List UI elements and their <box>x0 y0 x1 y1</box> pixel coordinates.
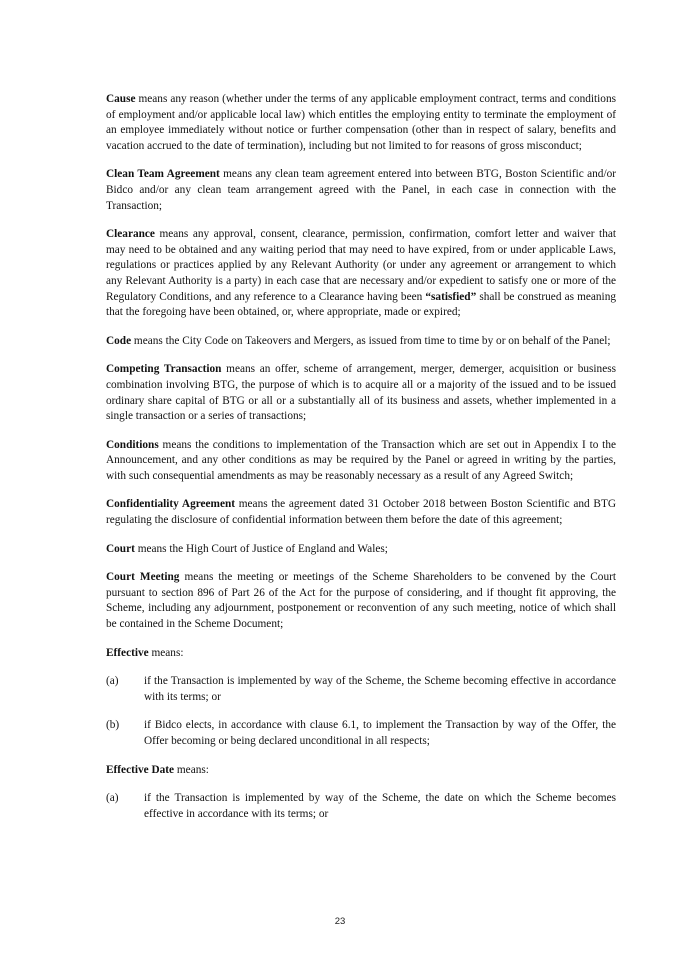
term-court-meeting: Court Meeting <box>106 571 180 584</box>
list-item-label: (a) <box>106 675 119 688</box>
term-competing-transaction: Competing Transaction <box>106 363 222 376</box>
list-item-label: (a) <box>106 792 119 805</box>
definition-effective-date <box>106 763 616 779</box>
definition-confidentiality-agreement <box>106 497 616 528</box>
term-cause: Cause <box>106 93 136 105</box>
definitions-section <box>106 92 616 835</box>
definition-effective <box>106 646 616 662</box>
definition-text: means: <box>174 763 209 776</box>
term-clearance: Clearance <box>106 228 155 241</box>
definition-text: shall be construed as meaning that the foregoing have been obtained, or, where appropriate, made or expired; <box>106 290 616 319</box>
term-confidentiality-agreement: Confidentiality Agreement <box>106 498 236 511</box>
term-code: Code <box>106 334 132 347</box>
definition-text: means any approval, consent, clearance, permission, confirmation, comfort letter and waiver that may need to be obtained and any waiting period that may need to have expired, from or under applicable Laws, regulations or practices applied by any Relevant Authority (or under any agreement or arrangement to which any Relevant Authority is a party) in each case that are necessary and/or expedient to satisfy one or more of the Regulatory Conditions, and any reference to a Clearance having been <box>106 228 616 303</box>
definition-text: means any reason (whether under the terms of any applicable employment contract, terms and conditions of employment and/or applicable local law) which entitles the employing entity to terminate the employment of an employee immediately without notice or further compensation (other than in respect of salary, benefits and vacation accrued to the date of termination), including but not limited to for reasons of gross misconduct; <box>106 93 616 152</box>
list-item <box>106 674 616 705</box>
definition-court <box>106 542 616 558</box>
term-court: Court <box>106 542 135 555</box>
quoted-term-satisfied: “satisfied” <box>425 290 477 303</box>
definition-clearance <box>106 227 616 321</box>
definition-conditions <box>106 438 616 485</box>
definition-court-meeting <box>106 570 616 632</box>
page-number: 23 <box>334 916 346 927</box>
list-item-label: (b) <box>106 719 120 732</box>
list-item-text: if Bidco elects, in accordance with clause 6.1, to implement the Transaction by way of the Offer, the Offer becoming or being declared unconditional in all respects; <box>144 719 616 747</box>
term-clean-team-agreement: Clean Team Agreement <box>106 168 220 181</box>
definition-text: means the City Code on Takeovers and Mergers, as issued from time to time by or on behalf of the Panel; <box>131 334 611 347</box>
definition-text: means the agreement dated 31 October 2018 between Boston Scientific and BTG regulating the disclosure of confidential information between them before the date of this agreement; <box>106 498 616 527</box>
list-item-text: if the Transaction is implemented by way of the Scheme, the date on which the Scheme becomes effective in accordance with its terms; or <box>144 792 616 820</box>
definition-cause <box>106 92 616 154</box>
list-item-text: if the Transaction is implemented by way of the Scheme, the Scheme becoming effective in accordance with its terms; or <box>144 675 616 703</box>
definition-text: means any clean team agreement entered into between BTG, Boston Scientific and/or Bidco and/or any clean team arrangement agreed with the Panel, in each case in connection with the Transaction; <box>106 168 616 212</box>
definition-text: means an offer, scheme of arrangement, merger, demerger, acquisition or business combination involving BTG, the purpose of which is to acquire all or a majority of the issued and to be issued ordinary share capital of BTG or all or a substantially all of its business and assets, whether implemented in a single transaction or a series of transactions; <box>106 363 616 423</box>
definition-text: means the High Court of Justice of England and Wales; <box>134 542 388 555</box>
definition-clean-team-agreement <box>106 167 616 214</box>
definition-text: means the conditions to implementation of the Transaction which are set out in Appendix I to the Announcement, and any other conditions as may be required by the Panel or agreed in writing by the parties, with such consequential amendments as may be reasonably necessary as a result of any Agreed Switch; <box>106 438 616 482</box>
term-effective-date: Effective Date <box>106 763 175 776</box>
definition-text: means the meeting or meetings of the Scheme Shareholders to be convened by the Court pursuant to section 896 of Part 26 of the Act for the purpose of considering, and if thought fit approving, the Scheme, including any adjournment, postponement or reconvention of any such meeting, notice of which shall be contained in the Scheme Document; <box>106 571 617 631</box>
definition-code <box>106 334 616 350</box>
term-conditions: Conditions <box>106 438 159 451</box>
definition-text: means: <box>148 646 184 659</box>
list-item <box>106 718 616 749</box>
definition-competing-transaction <box>106 362 616 424</box>
list-item <box>106 791 616 822</box>
term-effective: Effective <box>106 646 149 659</box>
